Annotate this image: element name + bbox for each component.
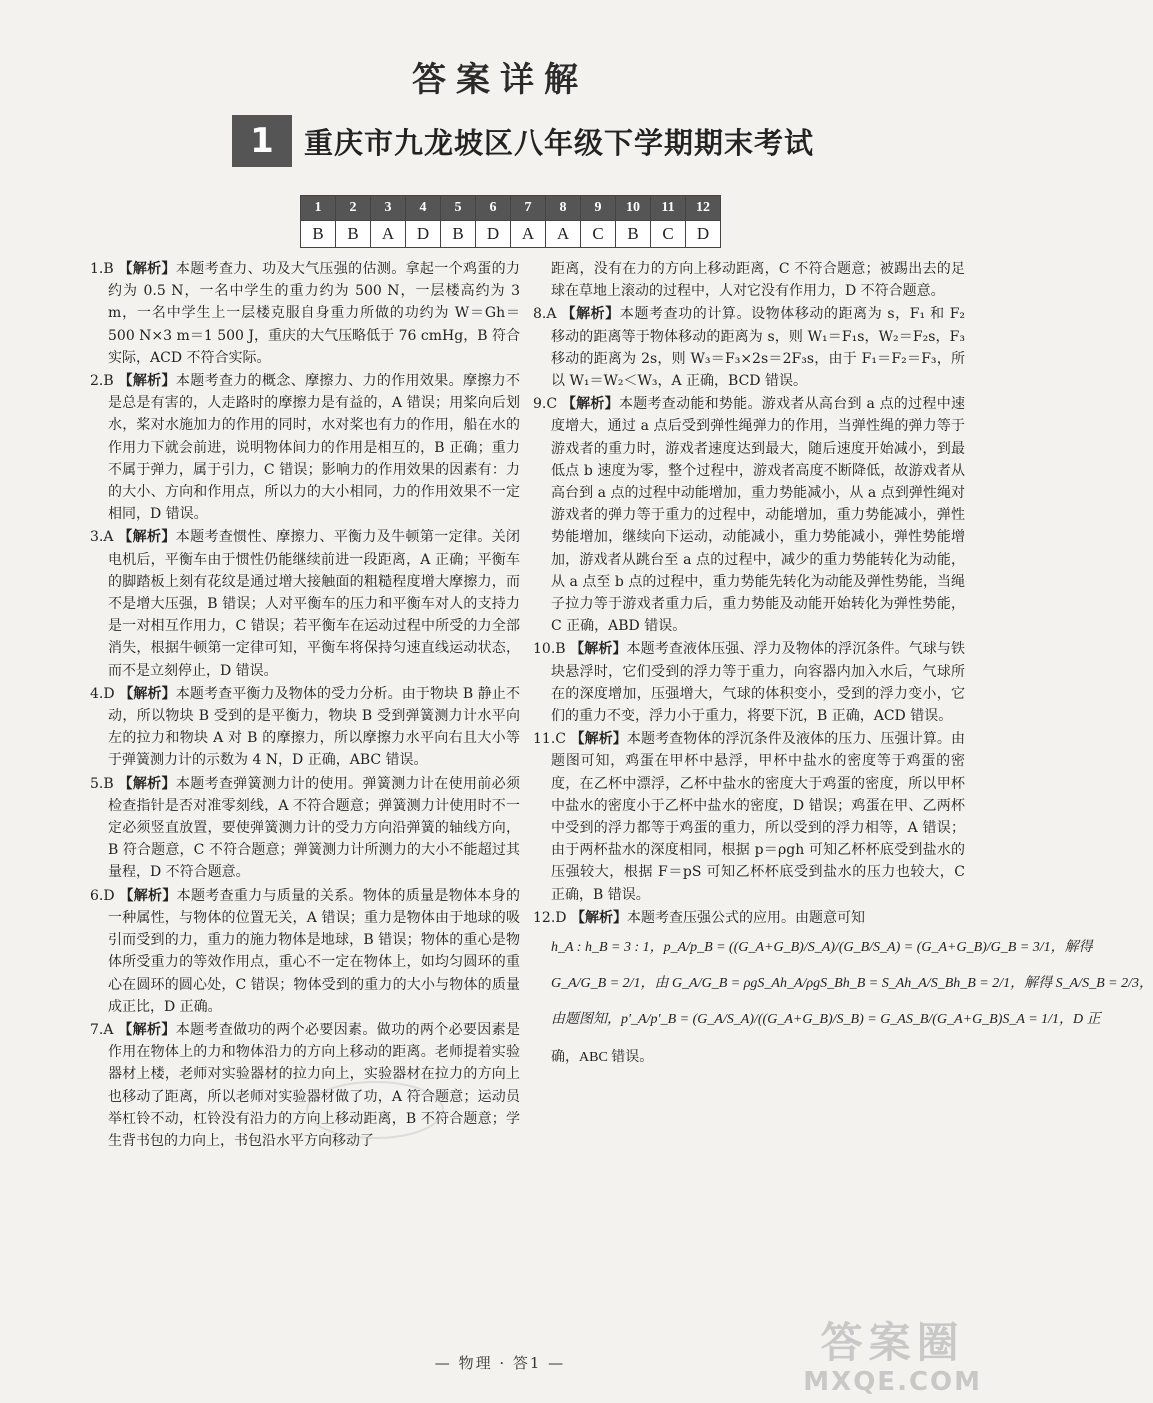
question-number: 12 <box>686 196 721 221</box>
explanation-item: 2.B 【解析】本题考查力的概念、摩擦力、力的作用效果。摩擦力不是总是有害的，人走路时的摩擦力是有益的，A 错误；用桨向后划水，桨对水施加力的作用的同时，水对桨也有力的作用，船在水的作用力下就会前进，说明物体间力的作用是相互的，B 正确；重力不属于弹力，属于引力，C 错误；影响力的作用效果的因素有：力的大小、方向和作用点，所以力的大小相同，力的作用效果不一定相同，D 错误。 <box>90 373 521 523</box>
answer-cell: D <box>686 221 721 248</box>
explanation-item: 9.C 【解析】本题考查动能和势能。游戏者从高台到 a 点的过程中速度增大，通过 a 点后受到弹性绳弹力的作用，当弹性绳的弹力等于游戏者的重力时，游戏者速度达到最大，随后速度开始减小，到最低点 b 速度为零，整个过程中，游戏者高度不断降低，故游戏者从高台到 a 点的过程中动能增加，重力势能减小，从 a 点到弹性绳对游戏者的弹力等于重力的过程中，动能增加，重力势能减小，弹性势能增加，继续向下运动，动能减小，重力势能减小，弹性势能增加，游戏者从跳台至 a 点的过程中，减少的重力势能转化为动能，从 a 点至 b 点的过程中，重力势能先转化为动能及弹性势能，当绳子拉力等于游戏者重力后，重力势能及动能开始转化为弹性势能，C 正确，ABD 错误。 <box>533 396 966 635</box>
exam-header <box>232 115 814 167</box>
answer-cell: D <box>406 221 441 248</box>
explanation-item: 6.D 【解析】本题考查重力与质量的关系。物体的质量是物体本身的一种属性，与物体的位置无关，A 错误；重力是物体由于地球的吸引而受到的力，重力的施力物体是地球，B 错误；物体的重心是物体所受重力的等效作用点，重心不一定在物体上，如均匀圆环的重心在圆环的圆心处，C 错误；物体受到的重力的大小与物体的质量成正比，D 正确。 <box>90 887 521 1015</box>
answer-key-table <box>300 195 721 248</box>
exam-number-badge: 1 <box>232 115 292 167</box>
explanation-item: 11.C 【解析】本题考查物体的浮沉条件及液体的压力、压强计算。由题图可知，鸡蛋在甲杯中悬浮，甲杯中盐水的密度等于鸡蛋的密度，在乙杯中漂浮，乙杯中盐水的密度大于鸡蛋的密度，所以甲杯中盐水的密度小于乙杯中盐水的密度，D 错误；鸡蛋在甲、乙两杯中受到的浮力都等于鸡蛋的重力，所以受到的浮力相等，A 错误；由于两杯盐水的深度相同，根据 p＝ρgh 可知乙杯杯底受到盐水的压强较大，根据 F＝pS 可知乙杯杯底受到盐水的压力也较大，C 正确，B 错误。 <box>533 731 966 903</box>
question-number: 8 <box>546 196 581 221</box>
answer-cell: A <box>371 221 406 248</box>
stamp-graphic <box>300 1075 450 1145</box>
formula-line: G_A/G_B = 2/1，由 G_A/G_B = ρgS_Ah_A/ρgS_Bh_B = S_Ah_A/S_Bh_B = 2/1，解得 S_A/S_B = 2/3， <box>551 976 1153 992</box>
explanation-item: 5.B 【解析】本题考查弹簧测力计的使用。弹簧测力计在使用前必须检查指针是否对准零刻线，A 不符合题意；弹簧测力计使用时不一定必须竖直放置，要使弹簧测力计的受力方向沿弹簧的轴线方向，B 符合题意，C 不符合题意；弹簧测力计所测力的大小不能超过其量程，D 不符合题意。 <box>90 775 521 881</box>
answer-cell: B <box>336 221 371 248</box>
question-number: 9 <box>581 196 616 221</box>
answer-cell: D <box>476 221 511 248</box>
left-column <box>90 258 520 1153</box>
question-number: 2 <box>336 196 371 221</box>
right-column <box>533 258 1153 1079</box>
explanation-item: 7.A 【解析】本题考查做功的两个必要因素。做功的两个必要因素是作用在物体上的力和物体沿力的方向上移动的距离。老师提着实验器材上楼，老师对实验器材的拉力向上，实验器材在拉力的方向上也移动了距离，所以老师对实验器材做了功，A 符合题意；运动员举杠铃不动，杠铃没有沿力的方向上移动距离，B 不符合题意；学生背书包的力向上，书包沿水平方向移动了 <box>90 1021 521 1149</box>
formula-line: 由题图知，p′_A/p′_B = (G_A/S_A)/((G_A+G_B)/S_B) = G_AS_B/(G_A+G_B)S_A = 1/1，D 正 <box>551 1012 1101 1028</box>
explanation-item: 3.A 【解析】本题考查惯性、摩擦力、平衡力及牛顿第一定律。关闭电机后，平衡车由于惯性仍能继续前进一段距离，A 正确；平衡车的脚踏板上刻有花纹是通过增大接触面的粗糙程度增大摩擦力，而不是增大压强，B 错误；人对平衡车的压力和平衡车对人的支持力是一对相互作用力，C 错误；若平衡车在运动过程中所受的力全部消失，根据牛顿第一定律可知，平衡车将保持匀速直线运动状态，而不是立刻停止，D 错误。 <box>90 529 521 679</box>
site-watermark <box>803 1319 982 1397</box>
page-title: 答案详解 <box>412 60 588 100</box>
watermark-logo-text: 答案圈 <box>820 1318 965 1367</box>
answer-cell: B <box>301 221 336 248</box>
question-number: 5 <box>441 196 476 221</box>
answer-cell: C <box>581 221 616 248</box>
page-footer: — 物理 · 答1 — <box>434 1354 566 1372</box>
watermark-url: MXQE.COM <box>803 1367 982 1397</box>
exam-title: 重庆市九龙坡区八年级下学期期末考试 <box>304 125 815 160</box>
answer-cell: A <box>511 221 546 248</box>
question-number: 1 <box>301 196 336 221</box>
explanation-item: 10.B 【解析】本题考查液体压强、浮力及物体的浮沉条件。气球与铁块悬浮时，它们受到的浮力等于重力，向容器内加入水后，气球所在的深度增加，压强增大，气球的体积变小，受到的浮力变小，它们的重力不变，浮力小于重力，将要下沉，B 正确，ACD 错误。 <box>533 641 966 725</box>
question-number: 6 <box>476 196 511 221</box>
answer-cell: B <box>616 221 651 248</box>
answer-cell: A <box>546 221 581 248</box>
watermark-stamp <box>300 1075 450 1145</box>
question-number: 11 <box>651 196 686 221</box>
answer-cell: B <box>441 221 476 248</box>
formula-line: h_A : h_B = 3 : 1，p_A/p_B = ((G_A+G_B)/S_A)/(G_B/S_A) = (G_A+G_B)/G_B = 3/1，解得 <box>551 940 1093 956</box>
explanation-item: 1.B 【解析】本题考查力、功及大气压强的估测。拿起一个鸡蛋的力约为 0.5 N，一名中学生的重力约为 500 N，一层楼高约为 3 m，一名中学生上一层楼克服自身重力所做的功约为 W＝Gh＝500 N×3 m＝1 500 J，重庆的大气压略低于 76 cmHg，B 符合实际，ACD 不符合实际。 <box>90 261 521 366</box>
question-number: 7 <box>511 196 546 221</box>
answer-cell: C <box>651 221 686 248</box>
explanation-continuation: 距离，没有在力的方向上移动距离，C 不符合题意；被踢出去的足球在草地上滚动的过程中，人对它没有作用力，D 不符合题意。 <box>551 261 965 300</box>
answer-key-numbers-row <box>301 196 721 221</box>
question-number: 3 <box>371 196 406 221</box>
formula-line: 确，ABC 错误。 <box>551 1050 654 1066</box>
explanation-item: 8.A 【解析】本题考查功的计算。设物体移动的距离为 s，F₁ 和 F₂ 移动的距离等于物体移动的距离为 s，则 W₁＝F₁s，W₂＝F₂s，F₃ 移动的距离为 2s，则 W₃＝F₃×2s＝2F₃s，由于 F₁＝F₂＝F₃，所以 W₁＝W₂＜W₃，A 正确，BCD 错误。 <box>533 306 966 390</box>
explanation-item: 4.D 【解析】本题考查平衡力及物体的受力分析。由于物块 B 静止不动，所以物块 B 受到的是平衡力，物块 B 受到弹簧测力计水平向左的拉力和物块 A 对 B 的摩擦力，所以摩擦力水平向右且大小等于弹簧测力计的示数为 4 N，D 正确，ABC 错误。 <box>90 685 521 769</box>
question-number: 4 <box>406 196 441 221</box>
question-number: 10 <box>616 196 651 221</box>
explanation-item: 12.D 【解析】本题考查压强公式的应用。由题意可知 <box>533 909 865 926</box>
answer-key-answers-row <box>301 221 721 248</box>
